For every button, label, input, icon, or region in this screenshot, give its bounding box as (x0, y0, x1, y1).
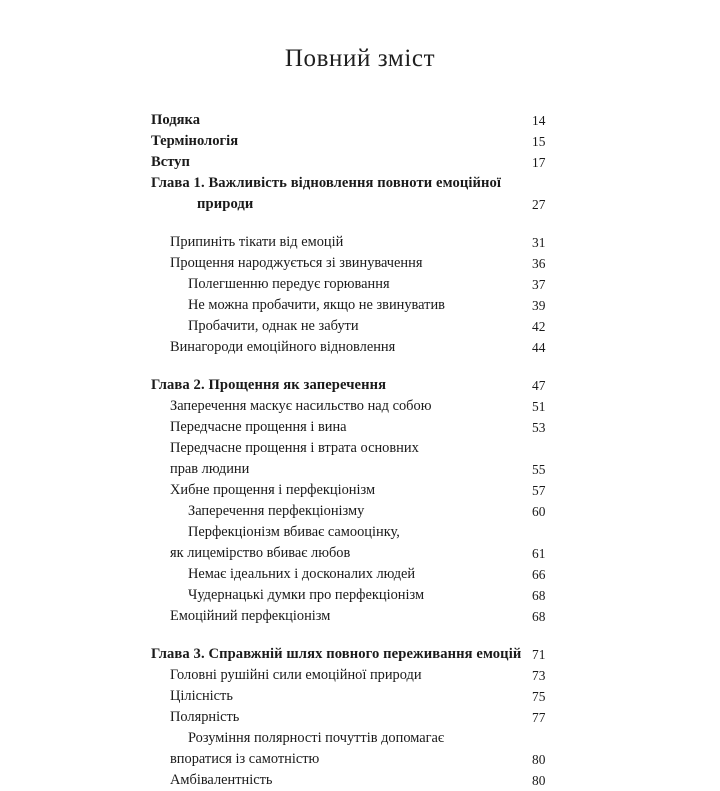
toc-entry[interactable] (151, 375, 581, 396)
toc-entry-label: Цілісність (170, 688, 233, 704)
toc-entry-page-number: 51 (532, 399, 546, 414)
toc-entry-line-continued (151, 459, 581, 480)
toc-entry[interactable] (151, 438, 581, 480)
toc-entry-line (151, 585, 581, 606)
toc-entry-label: Винагороди емоційного відновлення (170, 339, 396, 355)
toc-entry[interactable] (151, 131, 581, 152)
toc-entry-line (151, 606, 581, 627)
toc-entry-label: Глава 2. Прощення як заперечення (151, 377, 387, 393)
toc-entry[interactable] (151, 728, 581, 770)
toc-entry-page-number: 44 (532, 340, 546, 355)
toc-entry[interactable] (151, 522, 581, 564)
toc-entry-page-number: 77 (532, 710, 546, 725)
toc-entry-line (151, 173, 581, 194)
toc-entry-label: Немає ідеальних і досконалих людей (188, 566, 416, 582)
toc-entry-line (151, 152, 581, 173)
toc-entry[interactable] (151, 316, 581, 337)
toc-entry-page-number: 31 (532, 235, 546, 250)
toc-entry-page-number: 57 (532, 483, 546, 498)
toc-entry[interactable] (151, 253, 581, 274)
toc-entry-label: Глава 3. Справжній шлях повного переживання емоцій (151, 646, 522, 662)
toc-entry-line (151, 131, 581, 152)
toc-entry-label: Передчасне прощення і втрата основних (170, 440, 419, 456)
toc-entry-line (151, 438, 581, 459)
toc-entry-page-number: 37 (532, 277, 546, 292)
toc-entry-line (151, 274, 581, 295)
toc-entry[interactable] (151, 585, 581, 606)
toc-entry-label: Термінологія (151, 133, 239, 149)
toc-entry-label: Чудернацькі думки про перфекціонізм (188, 587, 425, 603)
toc-entry-page-number: 80 (532, 773, 546, 788)
toc-entry-label: Розуміння полярності почуттів допомагає (188, 730, 445, 746)
toc-entry[interactable] (151, 686, 581, 707)
toc-entry-page-number: 55 (532, 462, 546, 477)
toc-entry-line (151, 295, 581, 316)
toc-entry[interactable] (151, 110, 581, 131)
toc-entry-line (151, 480, 581, 501)
toc-entry[interactable] (151, 295, 581, 316)
toc-entry-page-number: 27 (532, 197, 546, 212)
toc-entry-label: Заперечення маскує насильство над собою (170, 398, 432, 414)
toc-entry[interactable] (151, 665, 581, 686)
toc-entry[interactable] (151, 564, 581, 585)
toc-entry-page-number: 36 (532, 256, 546, 271)
toc-entry-label: прав людини (170, 461, 250, 477)
toc-entry-page-number: 66 (532, 567, 546, 582)
toc-entry-page-number: 47 (532, 378, 546, 393)
toc-entry[interactable] (151, 480, 581, 501)
toc-entry-line-continued (151, 749, 581, 770)
toc-entry-line (151, 564, 581, 585)
toc-entry-line (151, 728, 581, 749)
toc-entry-label: Полярність (170, 709, 240, 725)
toc-entry[interactable] (151, 337, 581, 358)
toc-entry-page-number: 17 (532, 155, 546, 170)
toc-entry-line (151, 232, 581, 253)
toc-entry-page-number: 80 (532, 752, 546, 767)
toc-entry-label: Не можна пробачити, якщо не звинуватив (188, 297, 445, 313)
toc-entry-line (151, 253, 581, 274)
toc-entry-page-number: 71 (532, 647, 546, 662)
toc-entry[interactable] (151, 417, 581, 438)
toc-entry-page-number: 75 (532, 689, 546, 704)
toc-entry[interactable] (151, 644, 581, 665)
toc-entry[interactable] (151, 274, 581, 295)
toc-entry-line (151, 686, 581, 707)
toc-entry[interactable] (151, 770, 581, 791)
toc-entry-page-number: 42 (532, 319, 546, 334)
toc-entry-label: Вступ (151, 154, 190, 170)
toc-entry-page-number: 15 (532, 134, 546, 149)
toc-entry[interactable] (151, 707, 581, 728)
toc-entry-label: Полегшенню передує горювання (188, 276, 390, 292)
toc-entry-page-number: 68 (532, 609, 546, 624)
toc-entry[interactable] (151, 173, 581, 215)
toc-entry-label: впоратися із самотністю (170, 751, 320, 767)
toc-entry-line (151, 396, 581, 417)
toc-entry-label: Головні рушійні сили емоційної природи (170, 667, 422, 683)
toc-entry-page-number: 68 (532, 588, 546, 603)
toc-entry[interactable] (151, 501, 581, 522)
toc-entry-line-continued (151, 543, 581, 564)
toc-entry-label: Емоційний перфекціонізм (170, 608, 331, 624)
toc-entry[interactable] (151, 396, 581, 417)
toc-entry-page-number: 73 (532, 668, 546, 683)
page-title: Повний зміст (284, 45, 436, 72)
toc-entry[interactable] (151, 606, 581, 627)
toc-entry-label: Глава 1. Важливість відновлення повноти емоційної (151, 175, 502, 191)
toc-entry-line (151, 770, 581, 791)
toc-entry-line (151, 522, 581, 543)
toc-entry-line (151, 417, 581, 438)
toc-entry-label: як лицемірство вбиває любов (170, 545, 351, 561)
toc-entry-label: Подяка (151, 112, 200, 128)
toc-entry-page-number: 53 (532, 420, 546, 435)
toc-entry-label: Передчасне прощення і вина (170, 419, 347, 435)
toc-entry-line (151, 375, 581, 396)
toc-entry-line (151, 337, 581, 358)
toc-entry-page-number: 61 (532, 546, 546, 561)
toc-entry-label: Прощення народжується зі звинувачення (170, 255, 423, 271)
toc-entry-label: природи (197, 196, 254, 212)
toc-entry-line (151, 501, 581, 522)
toc-entry-label: Хибне прощення і перфекціонізм (170, 482, 376, 498)
toc-entry-list (151, 110, 581, 791)
toc-entry-line (151, 110, 581, 131)
toc-entry-line-continued (151, 194, 581, 215)
toc-entry-label: Припиніть тікати від емоцій (170, 234, 344, 250)
toc-entry-label: Перфекціонізм вбиває самооцінку, (188, 524, 400, 540)
toc-entry-line (151, 707, 581, 728)
toc-entry[interactable] (151, 152, 581, 173)
toc-entry-line (151, 316, 581, 337)
toc-entry-page-number: 39 (532, 298, 546, 313)
toc-entry-label: Амбівалентність (170, 772, 273, 788)
toc-entry-label: Пробачити, однак не забути (188, 318, 359, 334)
toc-entry-page-number: 60 (532, 504, 546, 519)
toc-entry[interactable] (151, 232, 581, 253)
toc-entry-label: Заперечення перфекціонізму (188, 503, 365, 519)
toc-entry-line (151, 644, 581, 665)
toc-entry-page-number: 14 (532, 113, 546, 128)
toc-entry-line (151, 665, 581, 686)
